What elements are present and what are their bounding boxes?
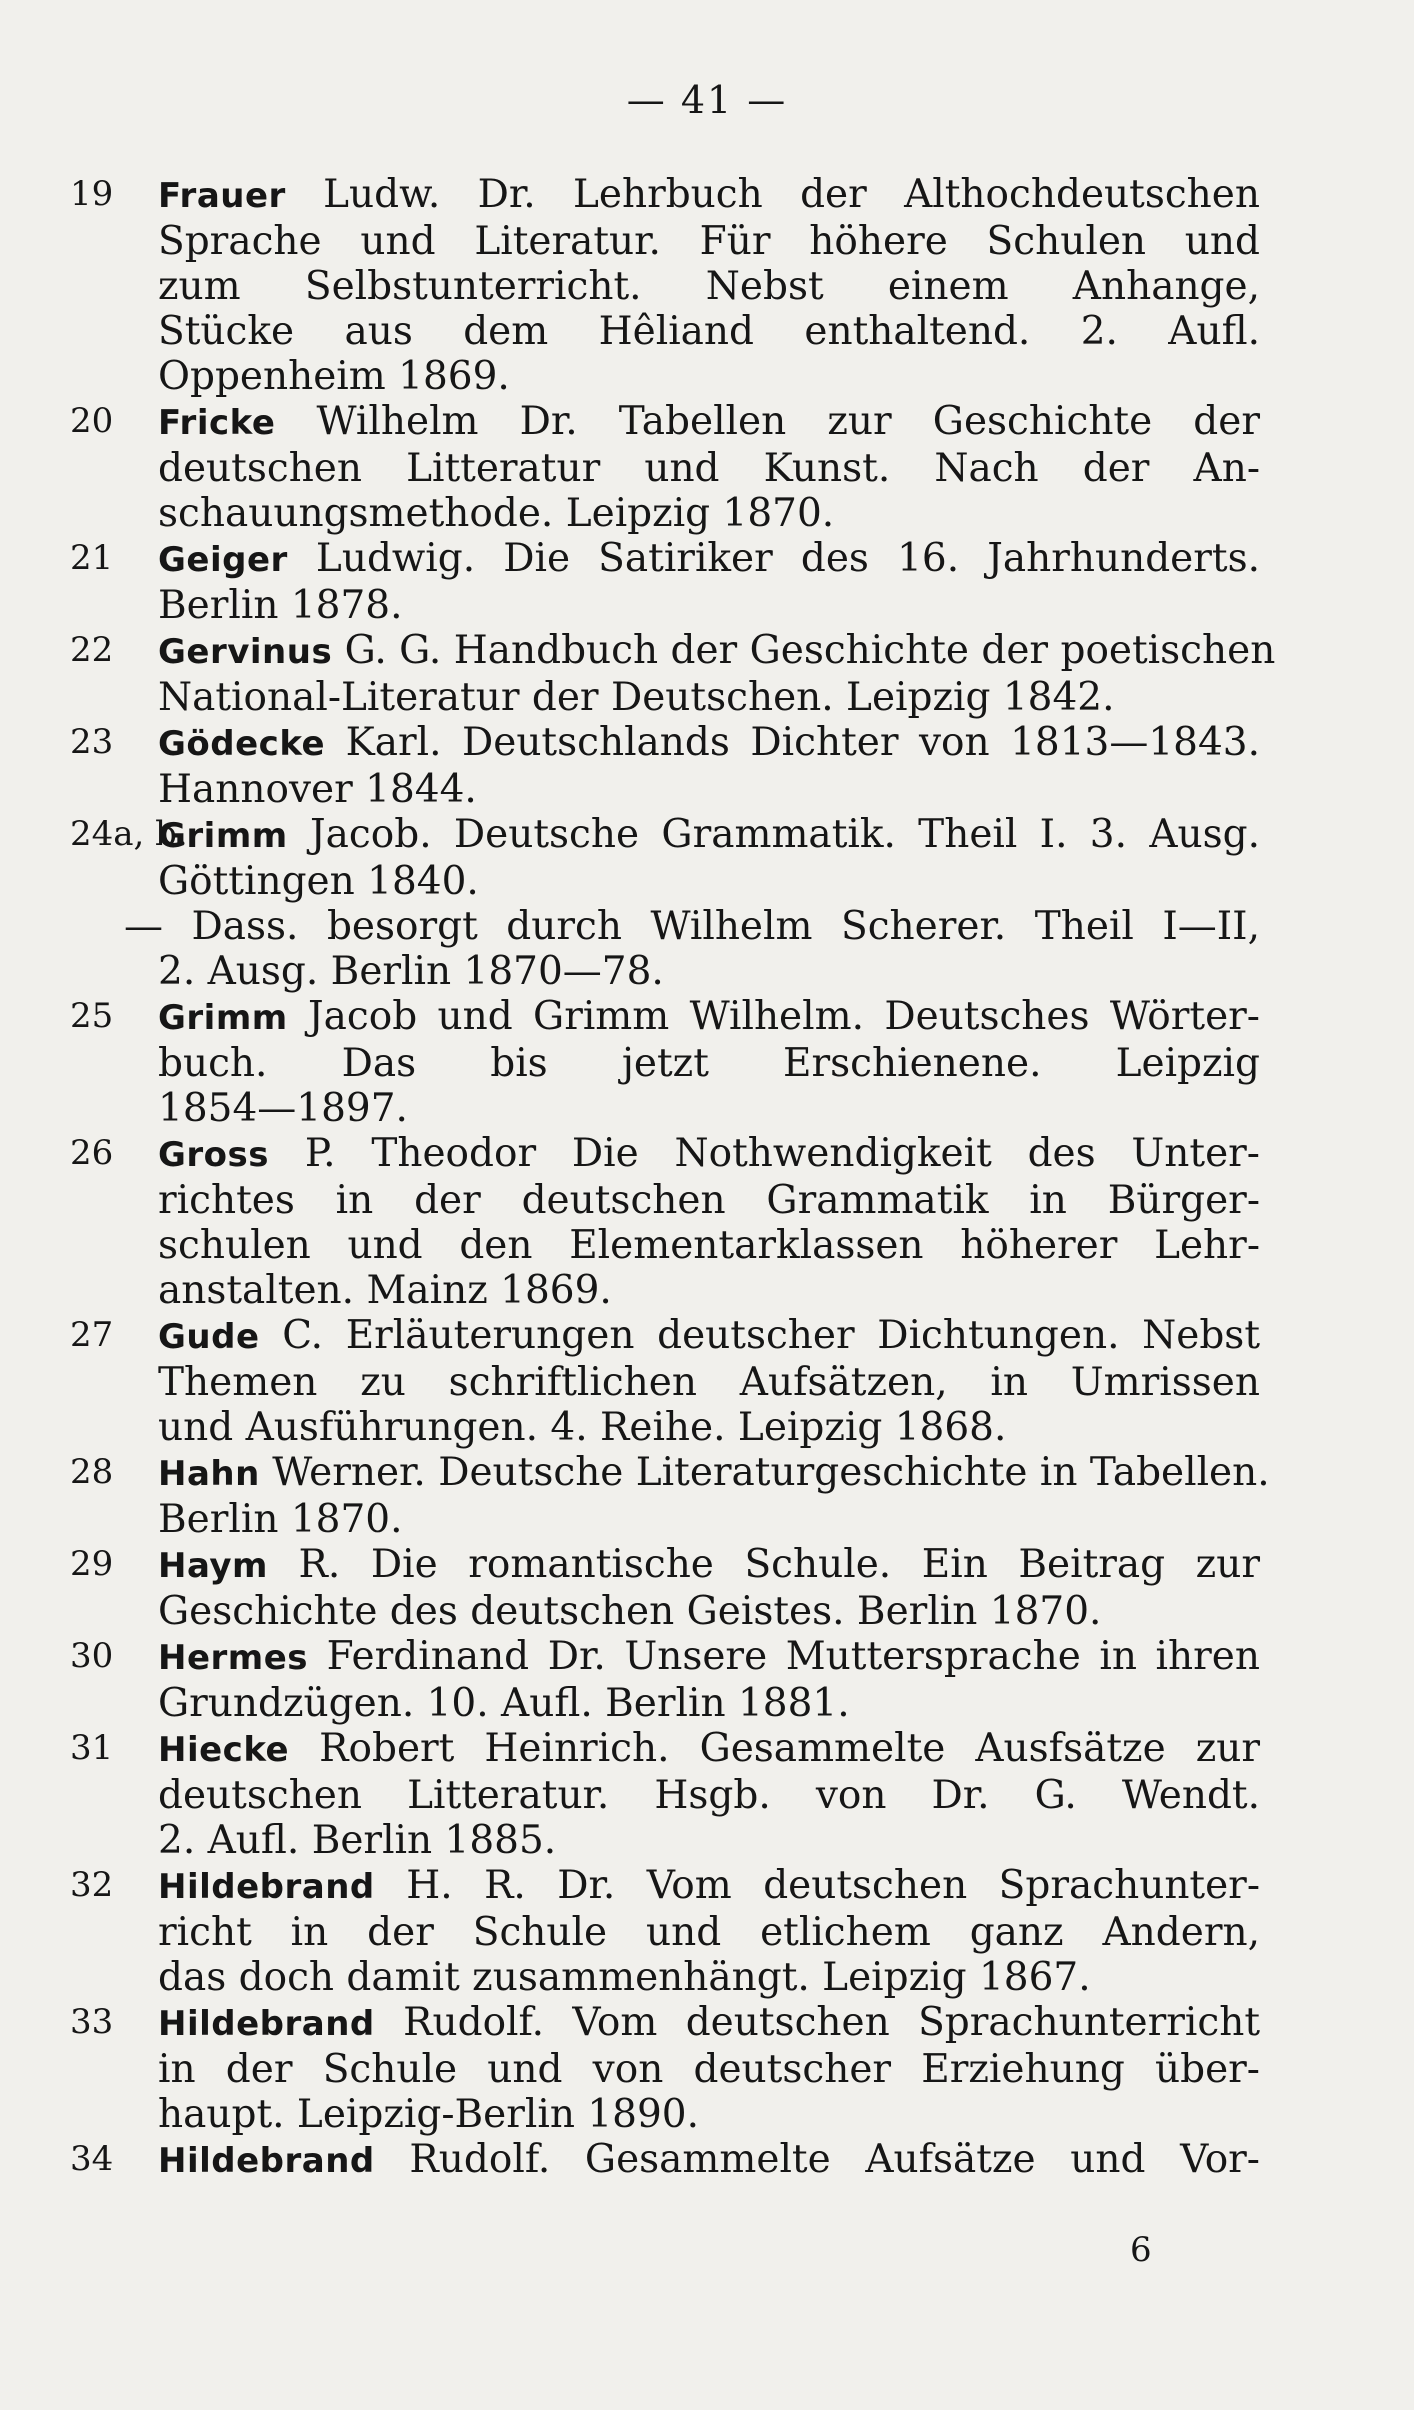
- entry-text-line: Ferdinand Dr. Unsere Muttersprache in ihren: [326, 1634, 1260, 1679]
- entry-text-line: deutschen Litteratur und Kunst. Nach der An-: [158, 446, 1260, 491]
- entry-text-line: H. R. Dr. Vom deutschen Sprachunter-: [406, 1863, 1261, 1908]
- entry-text-line: Geschichte des deutschen Geistes. Berlin 1870.: [158, 1589, 1102, 1634]
- entry-text-line: 2. Aufl. Berlin 1885.: [158, 1818, 557, 1863]
- entry-text-line: schauungsmethode. Leipzig 1870.: [158, 491, 835, 536]
- entry-text-line: R. Die romantische Schule. Ein Beitrag zur: [298, 1542, 1260, 1587]
- entry-number: 22: [70, 630, 114, 670]
- entry-text-line: Grundzügen. 10. Aufl. Berlin 1881.: [158, 1681, 850, 1726]
- signature-mark: 6: [1130, 2230, 1152, 2270]
- entry-text-line: Ludwig. Die Satiriker des 16. Jahrhunderts.: [315, 536, 1260, 581]
- bibliography-entry: [70, 812, 1260, 904]
- entry-author: Gross: [158, 1135, 270, 1175]
- entry-text-line: — Dass. besorgt durch Wilhelm Scherer. Theil I—II,: [124, 904, 1260, 949]
- entry-text-line: C. Erläuterungen deutscher Dichtungen. Nebst: [282, 1313, 1260, 1358]
- entry-text-line: G. G. Handbuch der Geschichte der poetischen: [344, 628, 1276, 673]
- bibliography-entry: [70, 1131, 1260, 1313]
- entry-text-line: Rudolf. Vom deutschen Sprachunterricht: [403, 2000, 1260, 2045]
- entry-text-line: Sprache und Literatur. Für höhere Schulen und: [158, 219, 1260, 264]
- entry-text-line: Wilhelm Dr. Tabellen zur Geschichte der: [316, 399, 1261, 444]
- entry-text-line: schulen und den Elementarklassen höherer Lehr-: [158, 1223, 1260, 1268]
- entry-text-line: Berlin 1878.: [158, 583, 403, 628]
- bibliography-entry: [70, 1634, 1260, 1726]
- entry-author: Haym: [158, 1546, 268, 1586]
- entry-text-line: Themen zu schriftlichen Aufsätzen, in Umrissen: [158, 1360, 1260, 1405]
- bibliography-entry: [70, 1726, 1260, 1863]
- entry-text-line: richtes in der deutschen Grammatik in Bürger-: [158, 1178, 1260, 1223]
- entry-number: 33: [70, 2002, 114, 2042]
- entry-number: 23: [70, 722, 114, 762]
- entry-number: 20: [70, 401, 114, 441]
- entry-text-line: P. Theodor Die Nothwendigkeit des Unter-: [304, 1131, 1260, 1176]
- entry-number: 34: [70, 2139, 114, 2179]
- entry-number: 27: [70, 1315, 114, 1355]
- entry-author: Hildebrand: [158, 2141, 375, 2181]
- entry-text-line: deutschen Litteratur. Hsgb. von Dr. G. Wendt.: [158, 1773, 1260, 1818]
- entry-author: Gervinus: [158, 632, 333, 672]
- entry-author: Gödecke: [158, 724, 326, 764]
- bibliography-entry: [70, 904, 1260, 994]
- entry-author: Grimm: [158, 998, 288, 1038]
- entry-author: Hildebrand: [158, 2004, 375, 2044]
- entry-text-line: National-Literatur der Deutschen. Leipzig 1842.: [158, 675, 1115, 720]
- entry-author: Hildebrand: [158, 1867, 375, 1907]
- entry-text-line: 1854—1897.: [158, 1086, 408, 1131]
- bibliography-entry: [70, 1863, 1260, 2000]
- entry-number: 29: [70, 1544, 114, 1584]
- bibliography-entry: [70, 536, 1260, 628]
- entry-number: 24a, b.: [70, 814, 188, 854]
- page-number: — 41 —: [626, 78, 788, 122]
- bibliography-entry: [70, 720, 1260, 812]
- entry-number: 31: [70, 1728, 114, 1768]
- bibliography-entry: [70, 172, 1260, 399]
- entry-text-line: haupt. Leipzig-Berlin 1890.: [158, 2092, 699, 2137]
- bibliography-entry: [70, 1313, 1260, 1450]
- entry-text-line: Rudolf. Gesammelte Aufsätze und Vor-: [409, 2137, 1260, 2182]
- bibliography-list: [70, 172, 1276, 2184]
- entry-author: Geiger: [158, 540, 288, 580]
- entry-text-line: 2. Ausg. Berlin 1870—78.: [158, 949, 664, 994]
- entry-text-line: Ludw. Dr. Lehrbuch der Althochdeutschen: [323, 172, 1260, 217]
- entry-number: 25: [70, 996, 114, 1036]
- entry-number: 19: [70, 174, 114, 214]
- entry-text-line: anstalten. Mainz 1869.: [158, 1268, 612, 1313]
- entry-number: 30: [70, 1636, 114, 1676]
- entry-text-line: Oppenheim 1869.: [158, 354, 510, 399]
- entry-text-line: Hannover 1844.: [158, 767, 477, 812]
- bibliography-entry: [70, 994, 1260, 1131]
- entry-author: Hiecke: [158, 1730, 290, 1770]
- entry-number: 32: [70, 1865, 114, 1905]
- entry-text-line: richt in der Schule und etlichem ganz Andern,: [158, 1910, 1260, 1955]
- bibliography-entry: [70, 2137, 1260, 2184]
- entry-author: Grimm: [158, 816, 288, 856]
- entry-author: Hahn: [158, 1454, 260, 1494]
- entry-text-line: Stücke aus dem Hêliand enthaltend. 2. Aufl.: [158, 309, 1260, 354]
- entry-text-line: in der Schule und von deutscher Erziehung über-: [158, 2047, 1260, 2092]
- entry-text-line: zum Selbstunterricht. Nebst einem Anhange,: [158, 264, 1260, 309]
- entry-text-line: das doch damit zusammenhängt. Leipzig 1867.: [158, 1955, 1091, 2000]
- bibliography-entry: [70, 1542, 1260, 1634]
- entry-author: Frauer: [158, 176, 286, 216]
- entry-text-line: und Ausführungen. 4. Reihe. Leipzig 1868.: [158, 1405, 1007, 1450]
- bibliography-entry: [70, 1450, 1270, 1542]
- entry-author: Hermes: [158, 1638, 309, 1678]
- entry-text-line: buch. Das bis jetzt Erschienene. Leipzig: [158, 1041, 1260, 1086]
- entry-text-line: Göttingen 1840.: [158, 859, 479, 904]
- entry-text-line: Karl. Deutschlands Dichter von 1813—1843.: [345, 720, 1260, 765]
- entry-number: 26: [70, 1133, 114, 1173]
- bibliography-entry: [70, 399, 1260, 536]
- bibliography-entry: [70, 2000, 1260, 2137]
- entry-author: Gude: [158, 1317, 260, 1357]
- entry-author: Fricke: [158, 403, 276, 443]
- entry-text-line: Jacob. Deutsche Grammatik. Theil I. 3. Ausg.: [310, 812, 1260, 857]
- entry-text-line: Jacob und Grimm Wilhelm. Deutsches Wörter-: [308, 994, 1260, 1039]
- entry-number: 28: [70, 1452, 114, 1492]
- entry-text-line: Werner. Deutsche Literaturgeschichte in Tabellen.: [272, 1450, 1270, 1495]
- entry-text-line: Robert Heinrich. Gesammelte Ausfsätze zur: [319, 1726, 1260, 1771]
- entry-text-line: Berlin 1870.: [158, 1497, 403, 1542]
- bibliography-entry: [70, 628, 1276, 720]
- entry-number: 21: [70, 538, 114, 578]
